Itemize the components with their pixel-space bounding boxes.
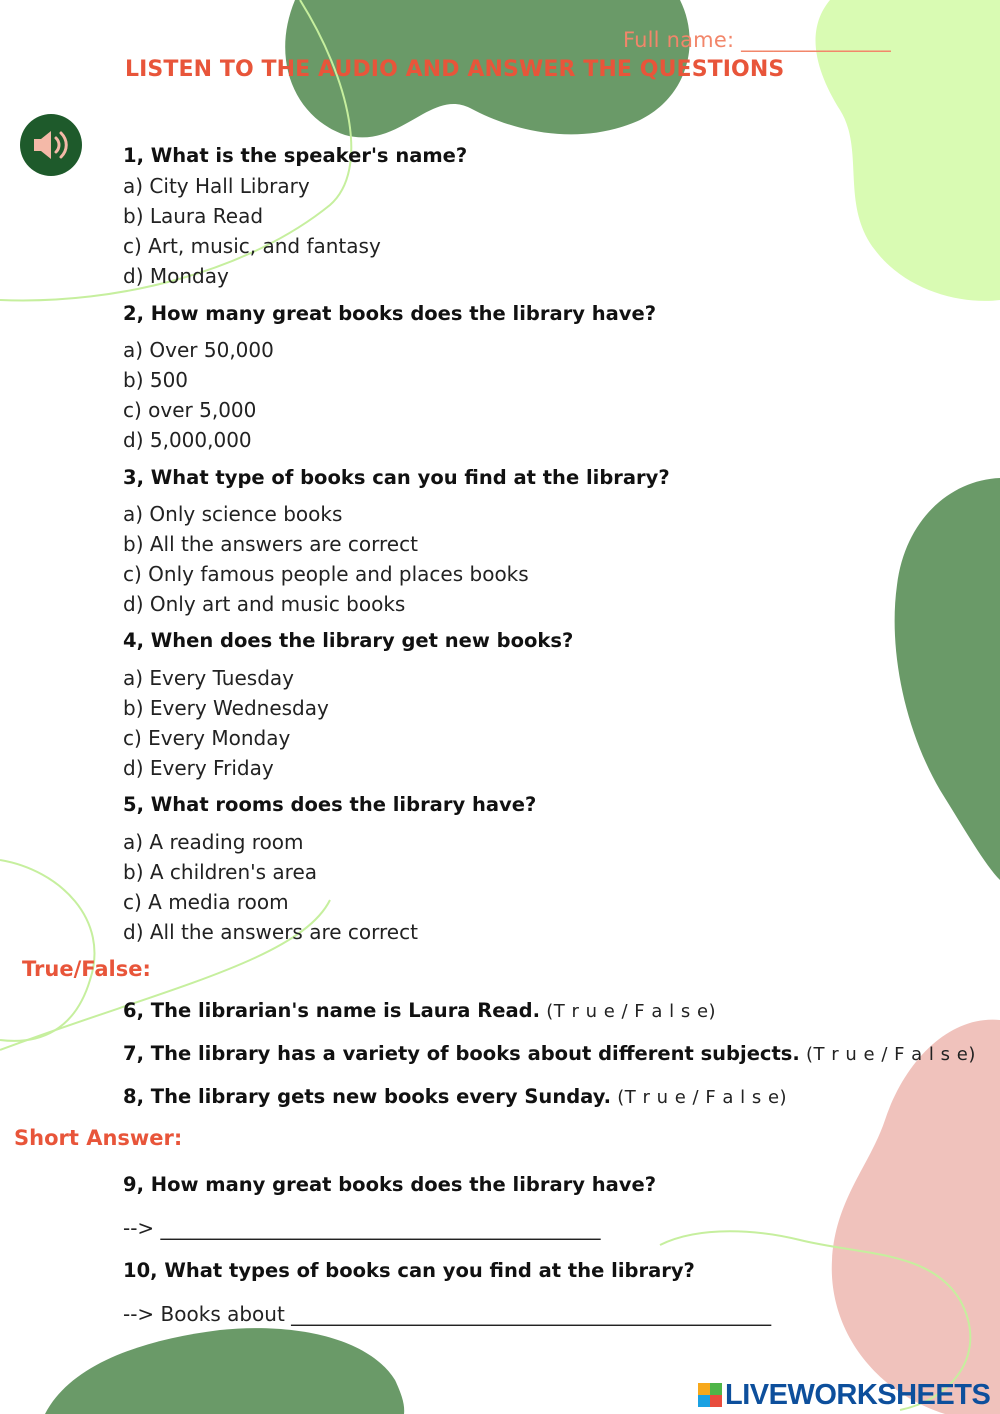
true-false-statement-7: 7, The library has a variety of books about different subjects. — [123, 1042, 800, 1065]
question-9-title: 9, How many great books does the library have? — [123, 1173, 657, 1196]
question-4-title: 4, When does the library get new books? — [123, 629, 574, 652]
true-false-statement-6: 6, The librarian's name is Laura Read. — [123, 999, 541, 1022]
logo-text: LIVEWORKSHEETS — [725, 1378, 991, 1411]
audio-play-button[interactable] — [20, 114, 82, 176]
question-4-option-c[interactable]: c) Every Monday — [123, 726, 291, 750]
question-2-option-b[interactable]: b) 500 — [123, 368, 189, 392]
short-answer-heading: Short Answer: — [14, 1126, 183, 1150]
liveworksheets-logo-icon — [698, 1383, 722, 1407]
worksheet-title: LISTEN TO THE AUDIO AND ANSWER THE QUESTIONS — [125, 57, 785, 82]
question-4-option-a[interactable]: a) Every Tuesday — [123, 666, 294, 690]
question-3-option-b[interactable]: b) All the answers are correct — [123, 532, 418, 556]
liveworksheets-logo[interactable] — [698, 1378, 990, 1412]
true-false-item-6 — [123, 999, 716, 1022]
true-false-statement-8: 8, The library gets new books every Sunday. — [123, 1085, 612, 1108]
question-10-title: 10, What types of books can you find at the library? — [123, 1259, 695, 1282]
question-10-answer-field[interactable]: --> Books about ________________________________________________ — [123, 1302, 772, 1326]
question-1-option-d[interactable]: d) Monday — [123, 264, 229, 288]
speaker-icon — [20, 114, 82, 176]
true-false-item-7 — [123, 1042, 976, 1065]
question-2-option-c[interactable]: c) over 5,000 — [123, 398, 257, 422]
question-2-title: 2, How many great books does the library have? — [123, 302, 657, 325]
true-false-choice-7[interactable]: (T r u e / F a l s e) — [806, 1044, 976, 1065]
question-4-option-d[interactable]: d) Every Friday — [123, 756, 274, 780]
question-3-title: 3, What type of books can you find at the library? — [123, 466, 670, 489]
question-3-option-a[interactable]: a) Only science books — [123, 502, 343, 526]
question-5-title: 5, What rooms does the library have? — [123, 793, 537, 816]
question-1-title: 1, What is the speaker's name? — [123, 144, 468, 167]
question-4-option-b[interactable]: b) Every Wednesday — [123, 696, 329, 720]
true-false-item-8 — [123, 1085, 787, 1108]
question-2-option-a[interactable]: a) Over 50,000 — [123, 338, 274, 362]
question-5-option-c[interactable]: c) A media room — [123, 890, 289, 914]
question-3-option-d[interactable]: d) Only art and music books — [123, 592, 406, 616]
question-3-option-c[interactable]: c) Only famous people and places books — [123, 562, 529, 586]
question-9-answer-field[interactable]: --> ____________________________________________ — [123, 1216, 601, 1240]
question-1-option-b[interactable]: b) Laura Read — [123, 204, 264, 228]
question-1-option-c[interactable]: c) Art, music, and fantasy — [123, 234, 381, 258]
question-1-option-a[interactable]: a) City Hall Library — [123, 174, 310, 198]
question-5-option-b[interactable]: b) A children's area — [123, 860, 318, 884]
question-2-option-d[interactable]: d) 5,000,000 — [123, 428, 252, 452]
question-5-option-d[interactable]: d) All the answers are correct — [123, 920, 418, 944]
question-5-option-a[interactable]: a) A reading room — [123, 830, 304, 854]
true-false-choice-8[interactable]: (T r u e / F a l s e) — [617, 1087, 788, 1108]
true-false-choice-6[interactable]: (T r u e / F a l s e) — [546, 1001, 717, 1022]
full-name-field[interactable]: Full name: ______________ — [623, 28, 891, 52]
true-false-heading: True/False: — [22, 957, 151, 981]
